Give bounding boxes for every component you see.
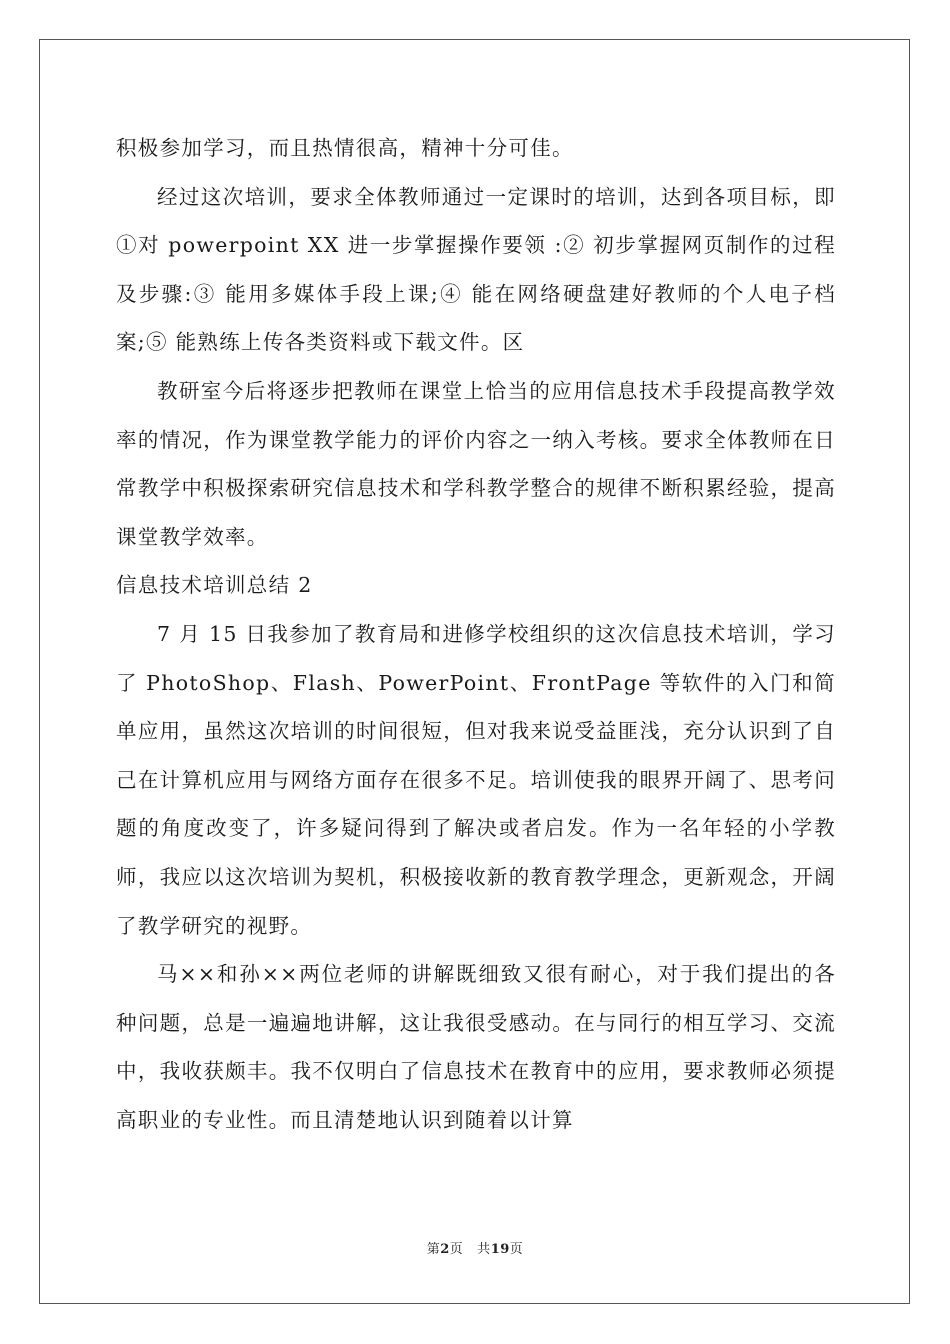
footer-total-prefix: 共 bbox=[477, 1242, 491, 1257]
paragraph-2: 经过这次培训，要求全体教师通过一定课时的培训，达到各项目标，即①对 powerpoint XX 进一步掌握操作要领 :② 初步掌握网页制作的过程及步骤:③ 能用多媒体手段上课;④ 能在网络硬盘建好教师的个人电子档案;⑤ 能熟练上传各类资料或下载文件。区 bbox=[116, 184, 836, 355]
footer-page-number: 2 bbox=[440, 1242, 450, 1257]
footer-page-suffix: 页 bbox=[449, 1242, 464, 1257]
paragraph-4: 7 月 15 日我参加了教育局和进修学校组织的这次信息技术培训，学习了 PhotoShop、Flash、PowerPoint、FrontPage 等软件的入门和简单应用，虽然这次培训的时间很短，但对我来说受益匪浅，充分认识到了自己在计算机应用与网络方面存在很多不足。培训使我的眼界开阔了、思考问题的角度改变了，许多疑问得到了解决或者启发。作为一名年轻的小学教师，我应以这次培训为契机，积极接收新的教育教学理念，更新观念，开阔了教学研究的视野。 bbox=[116, 621, 836, 938]
footer-total-suffix: 页 bbox=[509, 1242, 524, 1257]
paragraph-1: 积极参加学习，而且热情很高，精神十分可佳。 bbox=[116, 136, 574, 160]
paragraph-3: 教研室今后将逐步把教师在课堂上恰当的应用信息技术手段提高教学效率的情况，作为课堂教学能力的评价内容之一纳入考核。要求全体教师在日常教学中积极探索研究信息技术和学科教学整合的规律不断积累经验，提高课堂教学效率。 bbox=[116, 378, 836, 549]
paragraph-5: 马××和孙××两位老师的讲解既细致又很有耐心，对于我们提出的各种问题，总是一遍遍地讲解，这让我很受感动。在与同行的相互学习、交流中，我收获颇丰。我不仅明白了信息技术在教育中的应用，要求教师必须提高职业的专业性。而且清楚地认识到随着以计算 bbox=[116, 962, 836, 1132]
section-heading: 信息技术培训总结 2 bbox=[116, 573, 313, 598]
footer-prefix: 第 bbox=[426, 1242, 441, 1257]
footer-total-pages: 19 bbox=[490, 1242, 510, 1257]
page-footer bbox=[0, 1238, 950, 1257]
document-body bbox=[116, 124, 836, 1144]
